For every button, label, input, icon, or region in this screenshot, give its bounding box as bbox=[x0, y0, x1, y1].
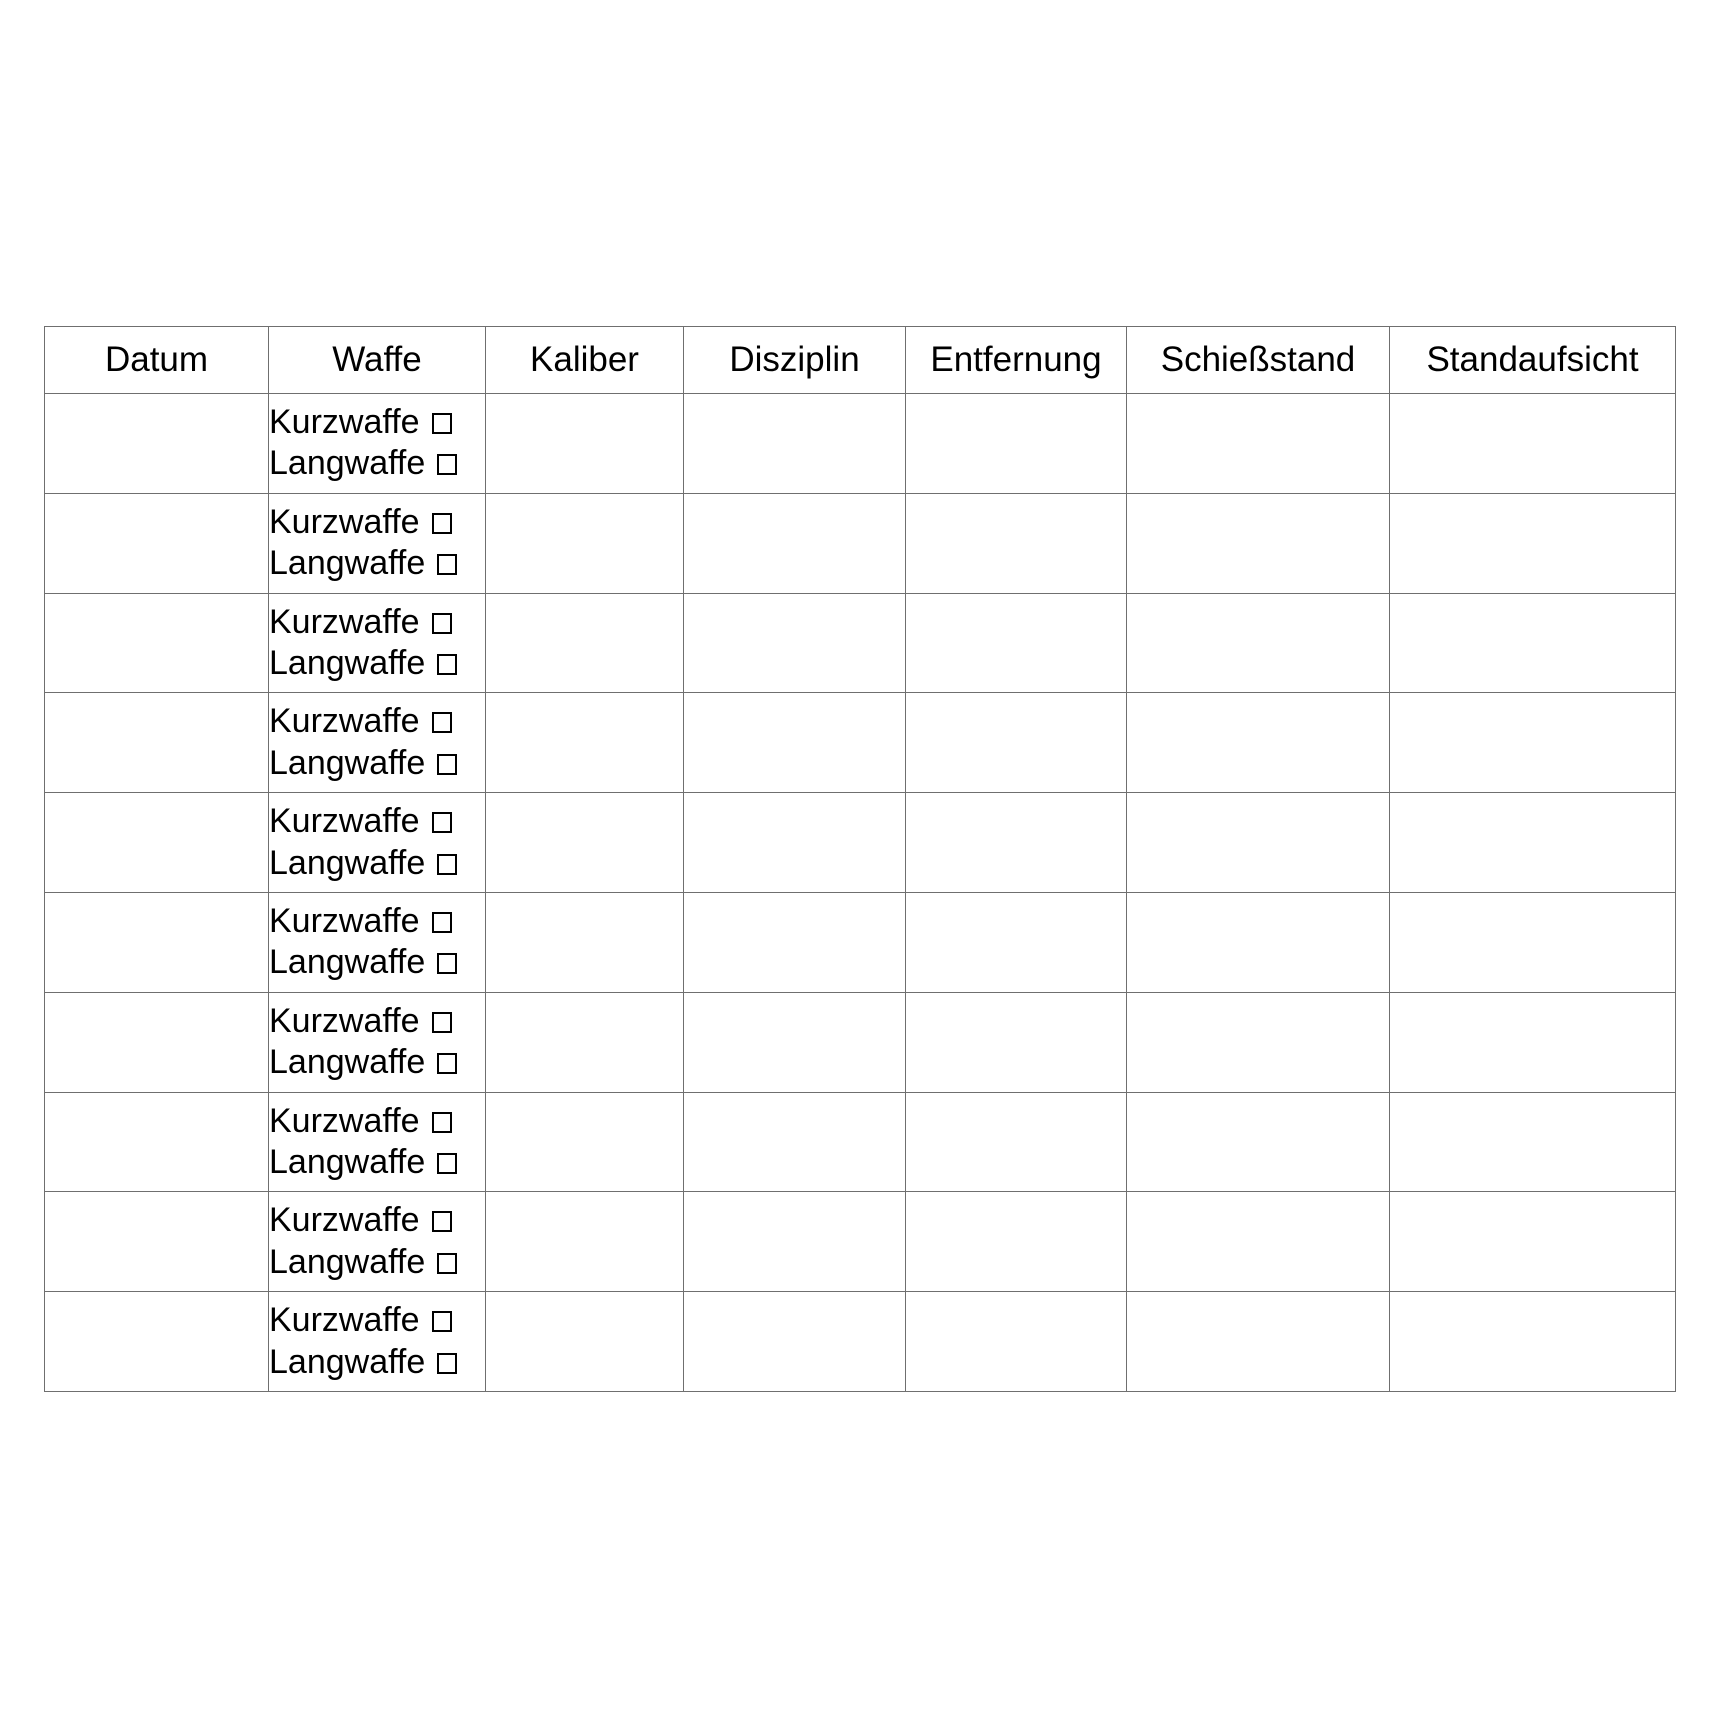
langwaffe-label: Langwaffe bbox=[269, 743, 426, 782]
schiessstand-cell bbox=[1127, 992, 1390, 1092]
disziplin-cell bbox=[684, 1092, 906, 1192]
entfernung-cell bbox=[906, 593, 1127, 693]
langwaffe-option bbox=[269, 942, 485, 983]
column-header-kaliber: Kaliber bbox=[486, 327, 684, 394]
standaufsicht-cell bbox=[1390, 1092, 1676, 1192]
standaufsicht-cell bbox=[1390, 493, 1676, 593]
table-row bbox=[45, 892, 1676, 992]
kaliber-cell bbox=[486, 1292, 684, 1392]
langwaffe-label: Langwaffe bbox=[269, 943, 426, 982]
kurzwaffe-checkbox-icon bbox=[432, 1112, 452, 1133]
kurzwaffe-label: Kurzwaffe bbox=[269, 1201, 420, 1240]
schiessstand-cell bbox=[1127, 1292, 1390, 1392]
schiessstand-cell bbox=[1127, 793, 1390, 893]
kurzwaffe-option bbox=[269, 602, 485, 643]
langwaffe-checkbox-icon bbox=[437, 1053, 457, 1074]
kaliber-cell bbox=[486, 593, 684, 693]
langwaffe-label: Langwaffe bbox=[269, 1043, 426, 1082]
waffe-cell bbox=[269, 394, 486, 494]
standaufsicht-cell bbox=[1390, 1192, 1676, 1292]
table-row bbox=[45, 493, 1676, 593]
kurzwaffe-option bbox=[269, 1200, 485, 1241]
entfernung-cell bbox=[906, 793, 1127, 893]
waffe-cell bbox=[269, 992, 486, 1092]
kaliber-cell bbox=[486, 1192, 684, 1292]
kaliber-cell bbox=[486, 793, 684, 893]
langwaffe-label: Langwaffe bbox=[269, 1142, 426, 1181]
standaufsicht-cell bbox=[1390, 992, 1676, 1092]
kaliber-cell bbox=[486, 693, 684, 793]
datum-cell bbox=[45, 493, 269, 593]
shooting-log-table bbox=[44, 326, 1676, 1392]
kurzwaffe-option bbox=[269, 402, 485, 443]
kurzwaffe-checkbox-icon bbox=[432, 613, 452, 634]
kurzwaffe-checkbox-icon bbox=[432, 413, 452, 434]
waffe-cell bbox=[269, 892, 486, 992]
disziplin-cell bbox=[684, 1292, 906, 1392]
kurzwaffe-option bbox=[269, 1300, 485, 1341]
datum-cell bbox=[45, 1092, 269, 1192]
disziplin-cell bbox=[684, 493, 906, 593]
langwaffe-option bbox=[269, 643, 485, 684]
table-row bbox=[45, 394, 1676, 494]
langwaffe-label: Langwaffe bbox=[269, 544, 426, 583]
standaufsicht-cell bbox=[1390, 693, 1676, 793]
standaufsicht-cell bbox=[1390, 1292, 1676, 1392]
column-header-standaufsicht: Standaufsicht bbox=[1390, 327, 1676, 394]
datum-cell bbox=[45, 394, 269, 494]
datum-cell bbox=[45, 693, 269, 793]
kurzwaffe-checkbox-icon bbox=[432, 712, 452, 733]
langwaffe-label: Langwaffe bbox=[269, 444, 426, 483]
waffe-cell bbox=[269, 793, 486, 893]
kurzwaffe-option bbox=[269, 901, 485, 942]
kaliber-cell bbox=[486, 992, 684, 1092]
standaufsicht-cell bbox=[1390, 593, 1676, 693]
schiessstand-cell bbox=[1127, 394, 1390, 494]
entfernung-cell bbox=[906, 1292, 1127, 1392]
langwaffe-checkbox-icon bbox=[437, 953, 457, 974]
table-row bbox=[45, 1192, 1676, 1292]
disziplin-cell bbox=[684, 892, 906, 992]
datum-cell bbox=[45, 793, 269, 893]
langwaffe-option bbox=[269, 1342, 485, 1383]
langwaffe-label: Langwaffe bbox=[269, 843, 426, 882]
langwaffe-checkbox-icon bbox=[437, 554, 457, 575]
column-header-datum: Datum bbox=[45, 327, 269, 394]
langwaffe-checkbox-icon bbox=[437, 1153, 457, 1174]
waffe-cell bbox=[269, 493, 486, 593]
entfernung-cell bbox=[906, 493, 1127, 593]
langwaffe-option bbox=[269, 743, 485, 784]
langwaffe-checkbox-icon bbox=[437, 1353, 457, 1374]
langwaffe-label: Langwaffe bbox=[269, 1242, 426, 1281]
kaliber-cell bbox=[486, 892, 684, 992]
entfernung-cell bbox=[906, 693, 1127, 793]
header-row bbox=[45, 327, 1676, 394]
kurzwaffe-label: Kurzwaffe bbox=[269, 1301, 420, 1340]
kurzwaffe-checkbox-icon bbox=[432, 812, 452, 833]
datum-cell bbox=[45, 892, 269, 992]
waffe-cell bbox=[269, 593, 486, 693]
langwaffe-option bbox=[269, 1042, 485, 1083]
waffe-cell bbox=[269, 1092, 486, 1192]
table-row bbox=[45, 593, 1676, 693]
langwaffe-checkbox-icon bbox=[437, 754, 457, 775]
langwaffe-checkbox-icon bbox=[437, 1253, 457, 1274]
disziplin-cell bbox=[684, 992, 906, 1092]
kurzwaffe-label: Kurzwaffe bbox=[269, 901, 420, 940]
kurzwaffe-checkbox-icon bbox=[432, 1012, 452, 1033]
kaliber-cell bbox=[486, 394, 684, 494]
disziplin-cell bbox=[684, 793, 906, 893]
langwaffe-checkbox-icon bbox=[437, 654, 457, 675]
disziplin-cell bbox=[684, 394, 906, 494]
kurzwaffe-label: Kurzwaffe bbox=[269, 702, 420, 741]
schiessstand-cell bbox=[1127, 1192, 1390, 1292]
kurzwaffe-label: Kurzwaffe bbox=[269, 1001, 420, 1040]
kurzwaffe-checkbox-icon bbox=[432, 912, 452, 933]
datum-cell bbox=[45, 992, 269, 1092]
kurzwaffe-option bbox=[269, 502, 485, 543]
kurzwaffe-label: Kurzwaffe bbox=[269, 802, 420, 841]
column-header-entfernung: Entfernung bbox=[906, 327, 1127, 394]
disziplin-cell bbox=[684, 593, 906, 693]
langwaffe-option bbox=[269, 443, 485, 484]
waffe-cell bbox=[269, 693, 486, 793]
langwaffe-label: Langwaffe bbox=[269, 1342, 426, 1381]
disziplin-cell bbox=[684, 693, 906, 793]
entfernung-cell bbox=[906, 1192, 1127, 1292]
datum-cell bbox=[45, 1292, 269, 1392]
kurzwaffe-checkbox-icon bbox=[432, 513, 452, 534]
table-row bbox=[45, 793, 1676, 893]
schiessstand-cell bbox=[1127, 892, 1390, 992]
table-row bbox=[45, 1292, 1676, 1392]
kurzwaffe-option bbox=[269, 1101, 485, 1142]
column-header-waffe: Waffe bbox=[269, 327, 486, 394]
schiessstand-cell bbox=[1127, 1092, 1390, 1192]
waffe-cell bbox=[269, 1292, 486, 1392]
schiessstand-cell bbox=[1127, 693, 1390, 793]
langwaffe-option bbox=[269, 543, 485, 584]
kurzwaffe-option bbox=[269, 701, 485, 742]
standaufsicht-cell bbox=[1390, 394, 1676, 494]
disziplin-cell bbox=[684, 1192, 906, 1292]
table-row bbox=[45, 1092, 1676, 1192]
langwaffe-checkbox-icon bbox=[437, 854, 457, 875]
entfernung-cell bbox=[906, 394, 1127, 494]
column-header-disziplin: Disziplin bbox=[684, 327, 906, 394]
langwaffe-checkbox-icon bbox=[437, 454, 457, 475]
langwaffe-label: Langwaffe bbox=[269, 643, 426, 682]
kurzwaffe-checkbox-icon bbox=[432, 1311, 452, 1332]
langwaffe-option bbox=[269, 1242, 485, 1283]
entfernung-cell bbox=[906, 1092, 1127, 1192]
kurzwaffe-label: Kurzwaffe bbox=[269, 1101, 420, 1140]
standaufsicht-cell bbox=[1390, 892, 1676, 992]
kurzwaffe-option bbox=[269, 801, 485, 842]
kurzwaffe-label: Kurzwaffe bbox=[269, 402, 420, 441]
column-header-schiessstand: Schießstand bbox=[1127, 327, 1390, 394]
datum-cell bbox=[45, 593, 269, 693]
langwaffe-option bbox=[269, 843, 485, 884]
schiessstand-cell bbox=[1127, 493, 1390, 593]
datum-cell bbox=[45, 1192, 269, 1292]
standaufsicht-cell bbox=[1390, 793, 1676, 893]
table-row bbox=[45, 992, 1676, 1092]
schiessstand-cell bbox=[1127, 593, 1390, 693]
entfernung-cell bbox=[906, 892, 1127, 992]
kurzwaffe-option bbox=[269, 1001, 485, 1042]
langwaffe-option bbox=[269, 1142, 485, 1183]
kurzwaffe-checkbox-icon bbox=[432, 1211, 452, 1232]
table-row bbox=[45, 693, 1676, 793]
kaliber-cell bbox=[486, 493, 684, 593]
kurzwaffe-label: Kurzwaffe bbox=[269, 502, 420, 541]
kaliber-cell bbox=[486, 1092, 684, 1192]
entfernung-cell bbox=[906, 992, 1127, 1092]
waffe-cell bbox=[269, 1192, 486, 1292]
kurzwaffe-label: Kurzwaffe bbox=[269, 602, 420, 641]
